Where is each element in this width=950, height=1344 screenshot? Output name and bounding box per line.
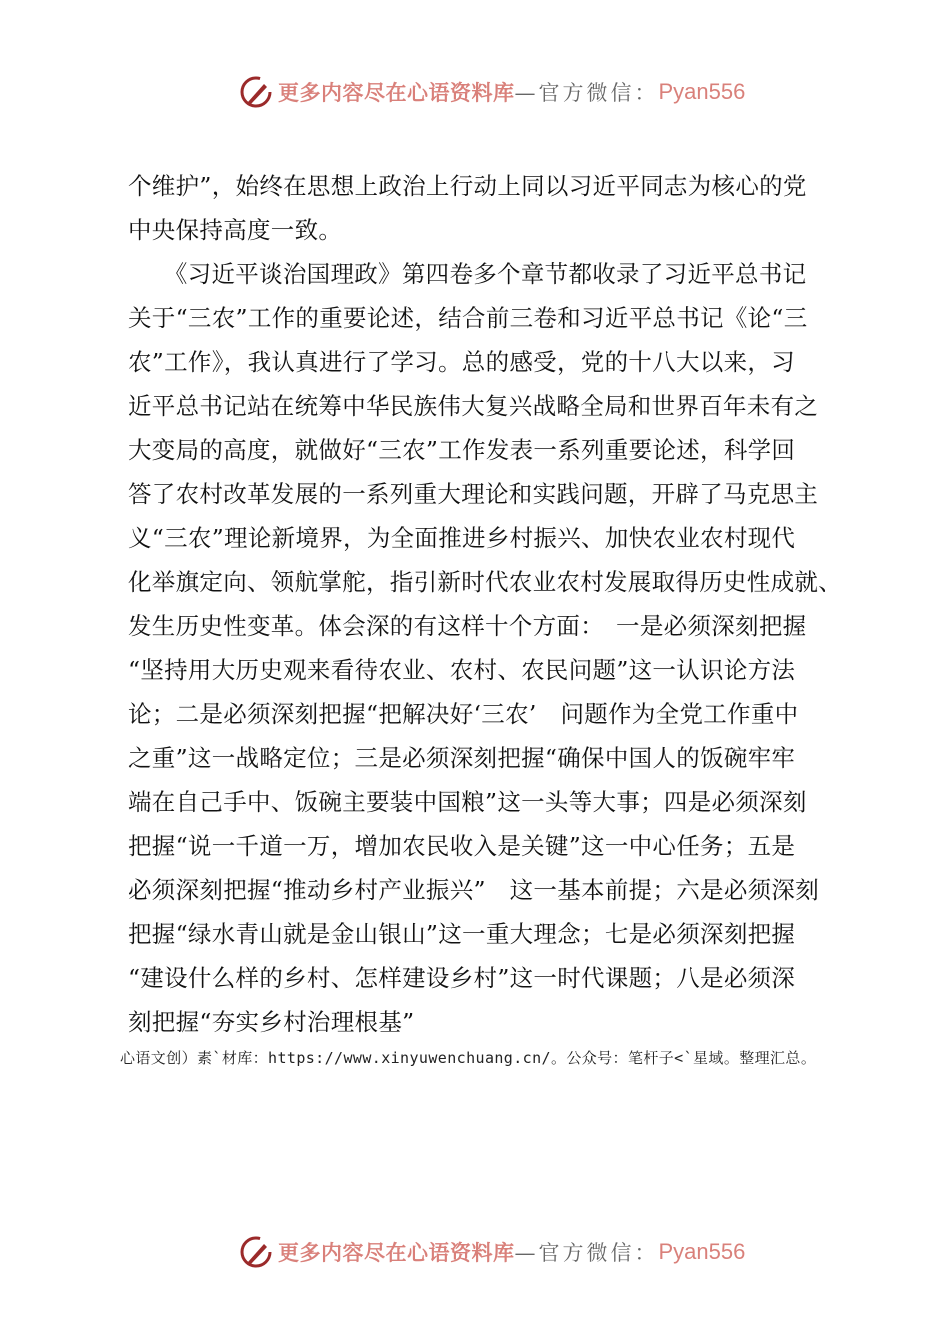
text-line: 大变局的高度，就做好“三农”工作发表一系列重要论述，科学回: [128, 436, 796, 464]
text-line: 中央保持高度一致。: [128, 216, 343, 244]
header-banner: [238, 72, 745, 112]
banner-separator: —官方微信：: [514, 1241, 659, 1265]
text-line: 义“三农”理论新境界，为全面推进乡村振兴、加快农业农村现代: [128, 524, 796, 552]
text-line: 端在自己手中、饭碗主要装中国粮”这一头等大事；四是必须深刻: [128, 788, 807, 816]
text-line: 个维护”，始终在思想上政治上行动上同以习近平同志为核心的党: [128, 172, 807, 200]
text-line: 论；二是必须深刻把握“把解决好‘三农’ 问题作为全党工作重中: [128, 700, 799, 728]
banner-title: 更多内容尽在心语资料库: [278, 80, 515, 105]
pen-logo-icon: [238, 1234, 274, 1270]
banner-title: 更多内容尽在心语资料库: [278, 1240, 515, 1265]
pen-logo-icon: [238, 74, 274, 110]
text-line: “坚持用大历史观来看待农业、农村、农民问题”这一认识论方法: [128, 656, 796, 684]
text-line: 近平总书记站在统筹中华民族伟大复兴战略全局和世界百年未有之: [128, 392, 819, 420]
banner-wechat-id: Pyan556: [658, 1239, 746, 1264]
text-line: 把握“绿水青山就是金山银山”这一重大理念；七是必须深刻把握: [128, 920, 796, 948]
text-line: 发生历史性变革。体会深的有这样十个方面： 一是必须深刻把握: [128, 612, 807, 640]
text-line: 把握“说一千道一万，增加农民收入是关键”这一中心任务；五是: [128, 832, 796, 860]
text-line: 《习近平谈治国理政》第四卷多个章节都收录了习近平总书记: [128, 260, 807, 288]
footer-banner: [238, 1232, 745, 1272]
text-line: “建设什么样的乡村、怎样建设乡村”这一时代课题；八是必须深: [128, 964, 796, 992]
text-line: 之重”这一战略定位；三是必须深刻把握“确保中国人的饭碗牢牢: [128, 744, 796, 772]
banner-wechat-id: Pyan556: [658, 79, 746, 104]
text-line: 刻把握“夯实乡村治理根基”: [128, 1008, 415, 1036]
banner-separator: —官方微信：: [514, 81, 659, 105]
text-line: 关于“三农”工作的重要论述，结合前三卷和习近平总书记《论“三: [128, 304, 808, 332]
text-line: 必须深刻把握“推动乡村产业振兴” 这一基本前提；六是必须深刻: [128, 876, 820, 904]
document-body: [128, 164, 843, 1044]
text-line: 农”工作》，我认真进行了学习。总的感受，党的十八大以来，习: [128, 348, 795, 376]
footer-note: 心语文创）素`材库：https://www.xinyuwenchuang.cn/。公众号：笔杆子<`星域。整理汇总。: [120, 1049, 817, 1067]
text-line: 化举旗定向、领航掌舵，指引新时代农业农村发展取得历史性成就、: [128, 568, 842, 596]
text-line: 答了农村改革发展的一系列重大理论和实践问题，开辟了马克思主: [128, 480, 819, 508]
